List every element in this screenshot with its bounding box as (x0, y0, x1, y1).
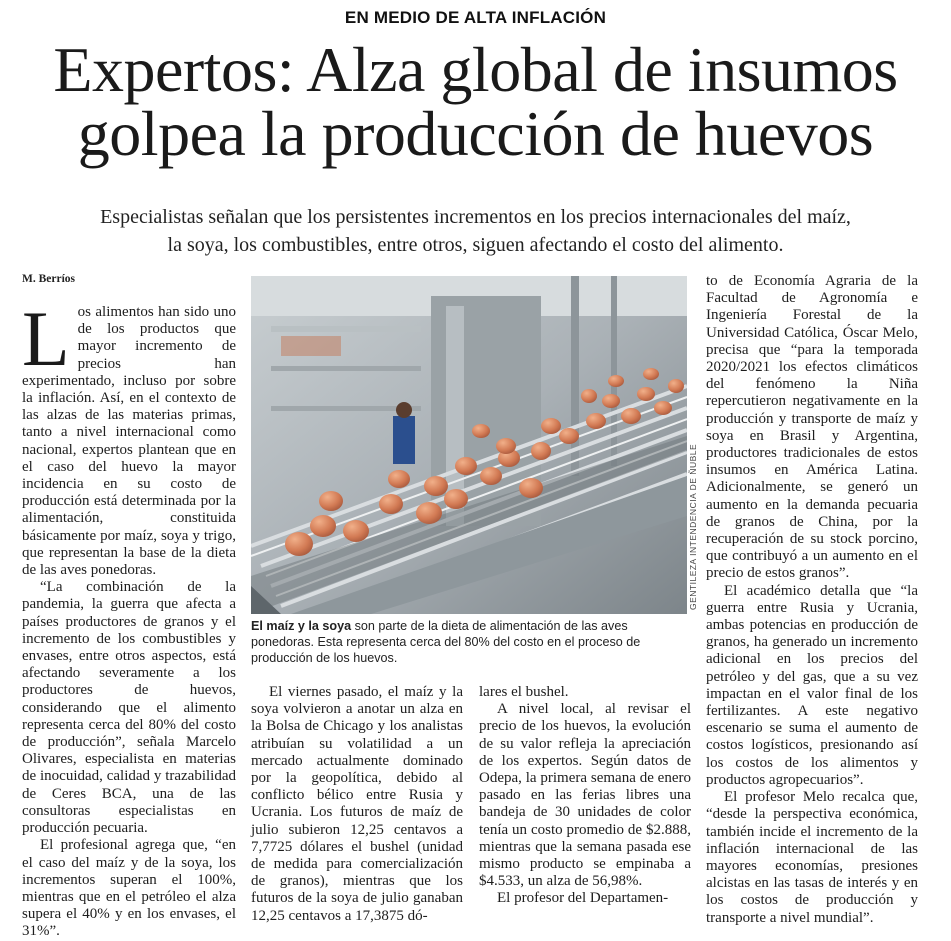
paragraph (22, 295, 236, 579)
paragraph: El académico detalla que “la guerra entre Rusia y Ucrania, ambas potencias en producción de granos, ha generado un incremento adicional en los precios del petróleo y del gas, que a su vez impactan en el valor final de los fertilizantes. A este negativo escenario se suma el aumento de costos logísticos, presionando así los costos de los alimentos y productos agropecuarios”. (706, 582, 918, 788)
deck-line-1: Especialistas señalan que los persistentes incrementos en los precios internacionales del maíz, (100, 206, 851, 228)
paragraph: El profesor Melo recalca que, “desde la perspectiva económica, también incide el incremento de la inflación internacional de las mayores economías, presiones alcistas en las tasas de interés y en los costos de producción y transporte a nivel mundial”. (706, 789, 918, 926)
paragraph: El profesional agrega que, “en el caso del maíz y de la soya, los incrementos superan el 100%, mientras que en el petróleo el alza supera el 40% y en los envases, el 31%”. (22, 837, 236, 940)
headline-line-2: golpea la producción de huevos (77, 98, 874, 169)
paragraph: El viernes pasado, el maíz y la soya volvieron a anotar un alza en la Bolsa de Chicago y los analistas atribuían su volatilidad a un mercado actualmente dominado por la geopolítica, debido al conflicto bélico entre Rusia y Ucrania. Los futuros de maíz de julio subieron 12,25 centavos a 7,7725 dólares el bushel (unidad de medida para comercialización de granos), mientras que los futuros de la soya de julio ganaban 12,25 centavos a 17,3875 dó- (251, 684, 463, 924)
drop-cap: L (22, 295, 70, 382)
article-column-2 (251, 684, 463, 925)
egg-conveyor-photo (251, 276, 687, 614)
paragraph: A nivel local, al revisar el precio de los huevos, la evolución de su valor refleja la apreciación de los expertos. Según datos de Odepa, la primera semana de enero pasado en las ferias libres una bandeja de 30 unidades de color tenía un costo promedio de $2.888, mientras que la semana pasada ese mismo producto se empinaba a $4.533, un alza de 56,98%. (479, 701, 691, 890)
byline: M. Berríos (22, 273, 76, 285)
article-column-4 (706, 273, 918, 927)
paragraph-text: os alimentos han sido uno de los productos que mayor incremento de precios han experimentado, incluso por sobre la inflación. Así, en el contexto de las alzas de las materias primas, tanto a nivel internacional como nacional, expertos plantean que en el caso del huevo la mayor incidencia en su costo de producción está determinada por la alimentación, constituida básicamente por maíz, soya y trigo, que representan la base de la dieta de las aves ponedoras. (22, 304, 236, 579)
deck-line-2: la soya, los combustibles, entre otros, siguen afectando el costo del alimento. (167, 234, 784, 256)
article-column-3 (479, 684, 691, 908)
paragraph: lares el bushel. (479, 684, 569, 700)
photo-credit: GENTILEZA INTENDENCIA DE ÑUBLE (688, 443, 698, 610)
paragraph: El profesor del Departamen- (497, 890, 669, 907)
caption-text: son parte de la dieta de alimentación de las aves ponedoras. Esta representa cerca del 80% del costo en el proceso de producción de los huevos. (251, 619, 641, 665)
paragraph: “La combinación de la pandemia, la guerra que afecta a países productores de granos y el incremento de los combustibles y envases, entre otros aspectos, está afectando severamente a los productores de huevos, considerando que el alimento representa cerca del 80% del costo de producción”, señala Marcelo Olivares, especialista en materias de inocuidad, calidad y trazabilidad de Ceres BCA, una de las consultoras especialistas en producción pecuaria. (22, 579, 236, 837)
article-column-1 (22, 295, 236, 941)
photo-caption (251, 618, 691, 666)
caption-bold: El maíz y la soya (251, 619, 352, 633)
headline (0, 34, 951, 169)
deck (0, 203, 951, 259)
headline-line-1: Expertos: Alza global de insumos (53, 34, 898, 105)
kicker: EN MEDIO DE ALTA INFLACIÓN (344, 8, 607, 27)
paragraph: to de Economía Agraria de la Facultad de Agronomía e Ingeniería Forestal de la Universidad Católica, Óscar Melo, precisa que “para la temporada 2020/2021 los efectos climáticos del fenómeno la Niña repercutieron negativamente en la producción y transporte de maíz y soya en Brasil y Argentina, productores tradicionales de estos insumos en América Latina. Adicionalmente, se generó un aumento en la demanda pecuaria de granos de China, por la recuperación de su stock porcino, que contribuyó a un aumento en el precio de estos granos”. (706, 273, 918, 582)
